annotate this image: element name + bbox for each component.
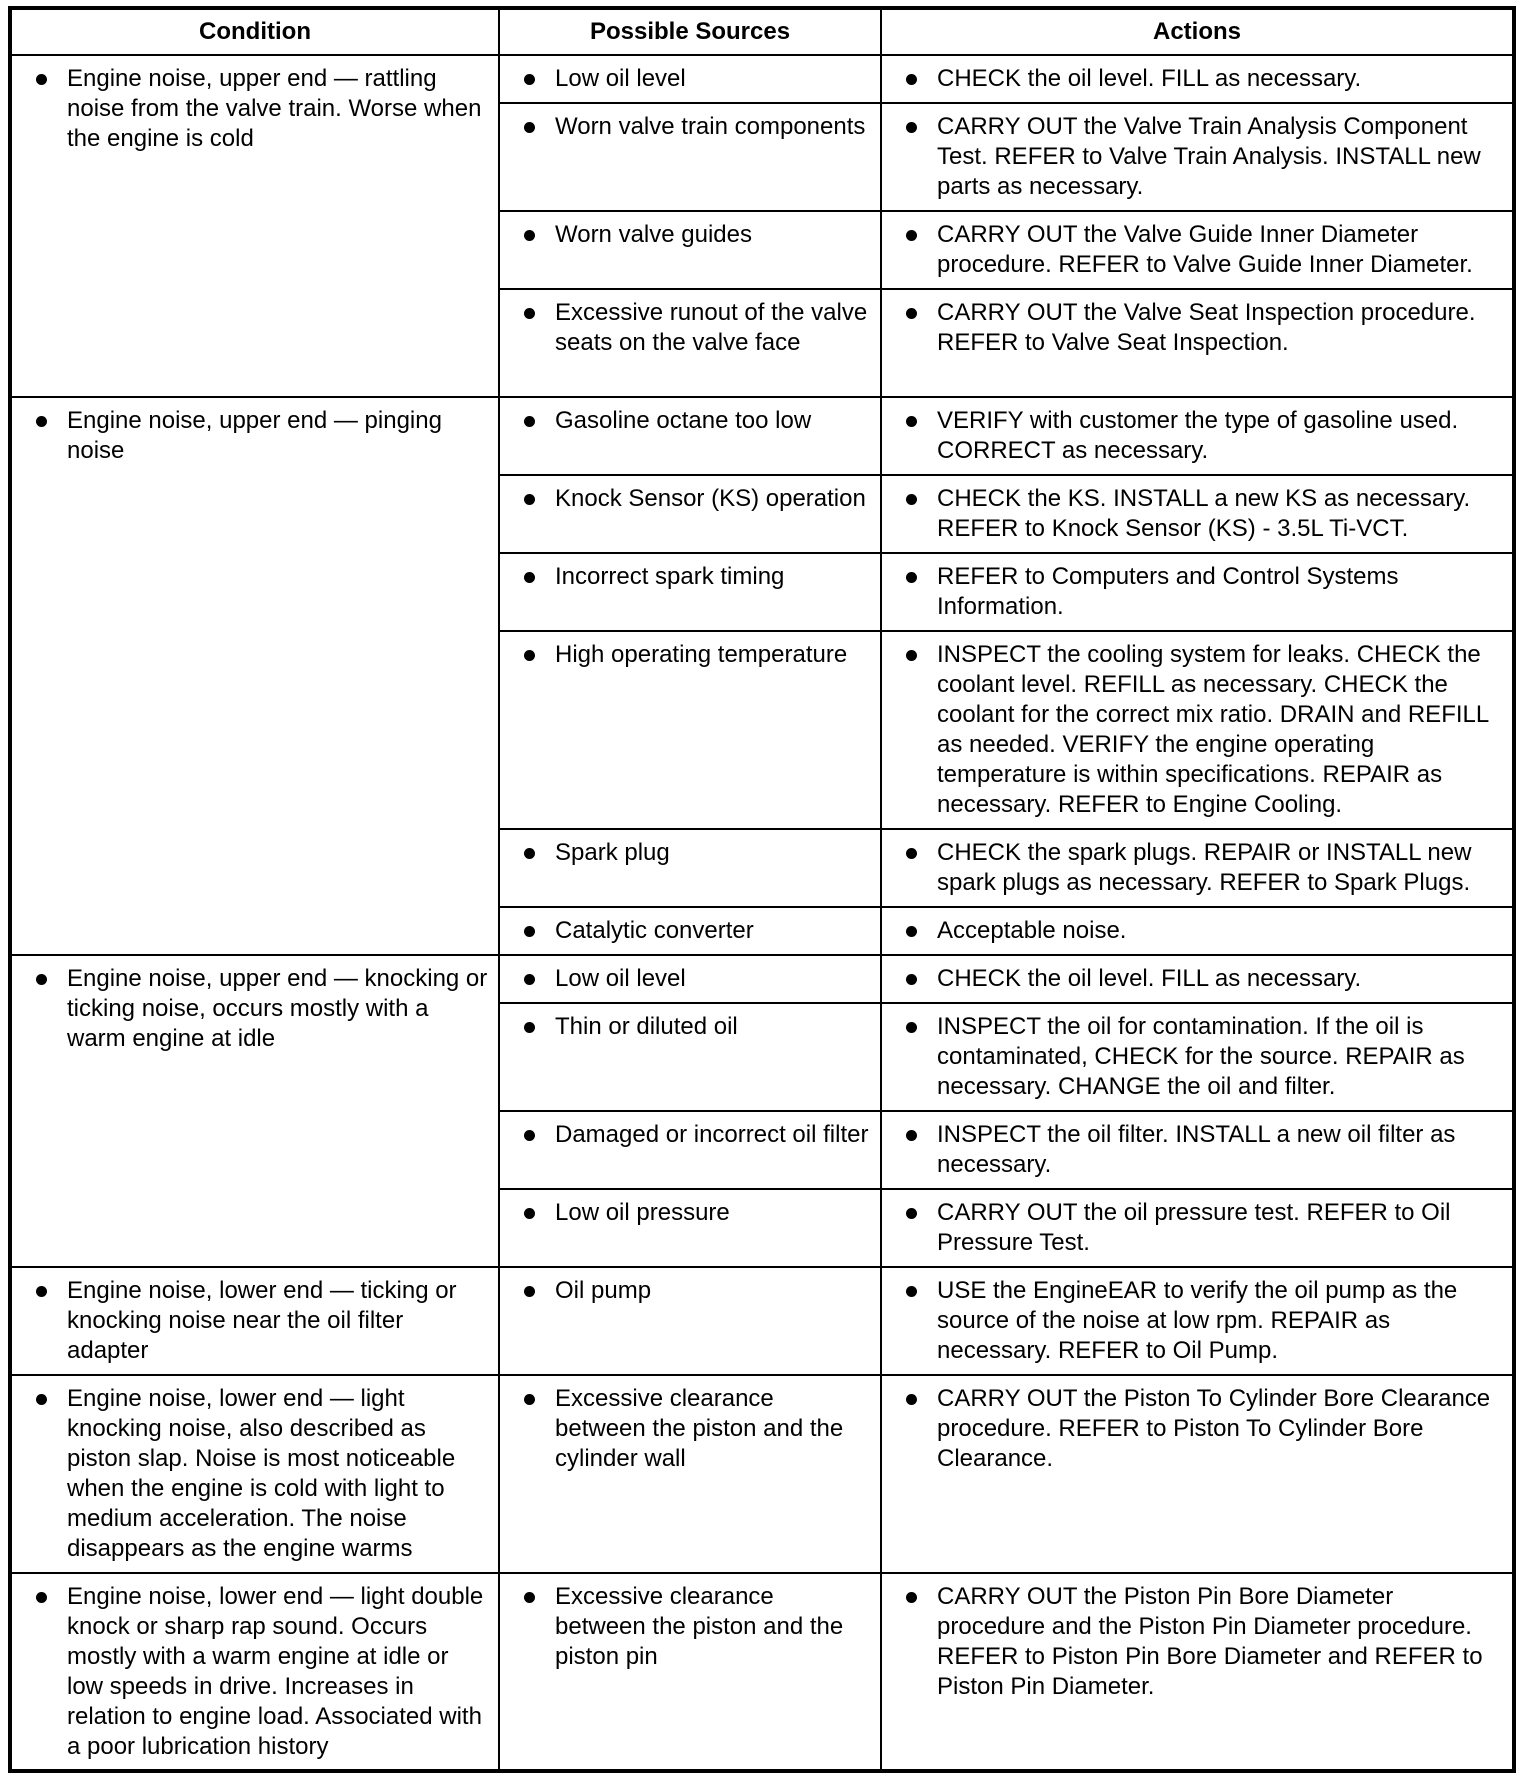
condition-text: Engine noise, upper end — knocking or ticking noise, occurs mostly with a warm engine at idle <box>67 965 488 1052</box>
action-text: CARRY OUT the Piston To Cylinder Bore Clearance procedure. REFER to Piston To Cylinder Bore Clearance. <box>937 1385 1491 1472</box>
bullet-icon <box>906 230 917 241</box>
source-text: Catalytic converter <box>555 917 754 944</box>
bullet-icon <box>524 1208 535 1219</box>
source-cell <box>499 553 881 631</box>
bullet-icon <box>524 974 535 985</box>
source-cell <box>499 103 881 211</box>
action-cell <box>881 1267 1514 1375</box>
bullet-icon <box>36 416 47 427</box>
source-cell <box>499 1111 881 1189</box>
condition-cell <box>10 55 499 397</box>
action-text: CARRY OUT the oil pressure test. REFER to Oil Pressure Test. <box>937 1199 1451 1256</box>
action-cell <box>881 103 1514 211</box>
source-text: Oil pump <box>555 1277 652 1304</box>
bullet-icon <box>524 416 535 427</box>
source-cell <box>499 631 881 829</box>
source-text: Thin or diluted oil <box>555 1013 738 1040</box>
action-cell <box>881 1003 1514 1111</box>
source-text: Excessive clearance between the piston and the piston pin <box>555 1583 844 1670</box>
bullet-icon <box>906 926 917 937</box>
source-text: Spark plug <box>555 839 670 866</box>
bullet-icon <box>524 122 535 133</box>
action-text: CHECK the oil level. FILL as necessary. <box>937 65 1362 92</box>
source-cell <box>499 1189 881 1267</box>
table-row <box>10 55 1514 103</box>
action-cell <box>881 1111 1514 1189</box>
action-text: INSPECT the oil for contamination. If the oil is contaminated, CHECK for the source. REPAIR as necessary. CHANGE the oil and filter. <box>937 1013 1465 1100</box>
bullet-icon <box>906 1130 917 1141</box>
source-cell <box>499 55 881 103</box>
header-row <box>10 8 1514 55</box>
action-cell <box>881 1189 1514 1267</box>
source-cell <box>499 1003 881 1111</box>
bullet-icon <box>524 1130 535 1141</box>
bullet-icon <box>36 74 47 85</box>
condition-text: Engine noise, upper end — pinging noise <box>67 407 442 464</box>
source-text: Gasoline octane too low <box>555 407 812 434</box>
condition-cell <box>10 1267 499 1375</box>
action-text: CARRY OUT the Valve Train Analysis Component Test. REFER to Valve Train Analysis. INSTALL new parts as necessary. <box>937 113 1481 200</box>
bullet-icon <box>906 1286 917 1297</box>
action-cell <box>881 475 1514 553</box>
action-text: INSPECT the oil filter. INSTALL a new oil filter as necessary. <box>937 1121 1456 1178</box>
action-text: REFER to Computers and Control Systems Information. <box>937 563 1399 620</box>
source-text: Low oil level <box>555 65 686 92</box>
action-text: INSPECT the cooling system for leaks. CHECK the coolant level. REFILL as necessary. CHECK the coolant for the correct mix ratio. DRAIN and REFILL as needed. VERIFY the engine operating temperature is within specifications. REPAIR as necessary. REFER to Engine Cooling. <box>937 641 1489 818</box>
bullet-icon <box>906 74 917 85</box>
source-text: Worn valve train components <box>555 113 866 140</box>
bullet-icon <box>906 1592 917 1603</box>
action-cell <box>881 397 1514 475</box>
bullet-icon <box>524 494 535 505</box>
page <box>8 6 1512 1770</box>
header-possible-sources: Possible Sources <box>499 8 881 55</box>
condition-cell <box>10 397 499 955</box>
bullet-icon <box>906 1394 917 1405</box>
source-text: Worn valve guides <box>555 221 752 248</box>
bullet-icon <box>524 74 535 85</box>
source-cell <box>499 1267 881 1375</box>
source-text: Low oil pressure <box>555 1199 730 1226</box>
action-text: VERIFY with customer the type of gasoline used. CORRECT as necessary. <box>937 407 1459 464</box>
action-text: CHECK the oil level. FILL as necessary. <box>937 965 1362 992</box>
bullet-icon <box>906 572 917 583</box>
source-cell <box>499 1573 881 1771</box>
action-cell <box>881 955 1514 1003</box>
bullet-icon <box>906 974 917 985</box>
diagnosis-table <box>8 6 1516 1773</box>
action-cell <box>881 211 1514 289</box>
condition-text: Engine noise, upper end — rattling noise from the valve train. Worse when the engine is cold <box>67 65 482 152</box>
action-text: CARRY OUT the Valve Guide Inner Diameter procedure. REFER to Valve Guide Inner Diameter. <box>937 221 1473 278</box>
bullet-icon <box>906 650 917 661</box>
bullet-icon <box>36 1592 47 1603</box>
bullet-icon <box>906 308 917 319</box>
bullet-icon <box>906 1022 917 1033</box>
source-cell <box>499 1375 881 1573</box>
source-text: Low oil level <box>555 965 686 992</box>
action-cell <box>881 631 1514 829</box>
bullet-icon <box>524 650 535 661</box>
bullet-icon <box>524 308 535 319</box>
condition-text: Engine noise, lower end — light knocking noise, also described as piston slap. Noise is most noticeable when the engine is cold with light to medium acceleration. The noise disappears as the engine warms <box>67 1385 456 1562</box>
bullet-icon <box>906 494 917 505</box>
bullet-icon <box>906 416 917 427</box>
action-cell <box>881 55 1514 103</box>
bullet-icon <box>524 230 535 241</box>
source-text: Excessive clearance between the piston and the cylinder wall <box>555 1385 844 1472</box>
bullet-icon <box>524 1394 535 1405</box>
condition-text: Engine noise, lower end — ticking or knocking noise near the oil filter adapter <box>67 1277 457 1364</box>
table-row <box>10 1267 1514 1375</box>
action-text: CHECK the spark plugs. REPAIR or INSTALL new spark plugs as necessary. REFER to Spark Plugs. <box>937 839 1472 896</box>
action-cell <box>881 829 1514 907</box>
source-cell <box>499 907 881 955</box>
source-cell <box>499 829 881 907</box>
bullet-icon <box>906 1208 917 1219</box>
condition-cell <box>10 1573 499 1771</box>
action-cell <box>881 289 1514 397</box>
table-row <box>10 955 1514 1003</box>
table-row <box>10 397 1514 475</box>
header-actions: Actions <box>881 8 1514 55</box>
bullet-icon <box>36 1394 47 1405</box>
action-cell <box>881 907 1514 955</box>
bullet-icon <box>906 122 917 133</box>
bullet-icon <box>36 1286 47 1297</box>
source-text: Knock Sensor (KS) operation <box>555 485 866 512</box>
source-text: Excessive runout of the valve seats on the valve face <box>555 299 868 356</box>
source-cell <box>499 289 881 397</box>
condition-cell <box>10 955 499 1267</box>
table-row <box>10 1375 1514 1573</box>
header-condition: Condition <box>10 8 499 55</box>
table-row <box>10 1573 1514 1771</box>
action-text: CARRY OUT the Piston Pin Bore Diameter procedure and the Piston Pin Diameter procedure. REFER to Piston Pin Bore Diameter and REFER to Piston Pin Diameter. <box>937 1583 1483 1700</box>
action-text: CARRY OUT the Valve Seat Inspection procedure. REFER to Valve Seat Inspection. <box>937 299 1476 356</box>
condition-cell <box>10 1375 499 1573</box>
source-cell <box>499 955 881 1003</box>
bullet-icon <box>36 974 47 985</box>
source-cell <box>499 397 881 475</box>
bullet-icon <box>524 926 535 937</box>
action-cell <box>881 1375 1514 1573</box>
bullet-icon <box>524 1286 535 1297</box>
source-cell <box>499 211 881 289</box>
condition-text: Engine noise, lower end — light double knock or sharp rap sound. Occurs mostly with a warm engine at idle or low speeds in drive. Increases in relation to engine load. Associated with a poor lubrication history <box>67 1583 484 1760</box>
bullet-icon <box>906 848 917 859</box>
source-cell <box>499 475 881 553</box>
source-text: High operating temperature <box>555 641 848 668</box>
source-text: Damaged or incorrect oil filter <box>555 1121 869 1148</box>
action-cell <box>881 1573 1514 1771</box>
bullet-icon <box>524 1022 535 1033</box>
action-text: USE the EngineEAR to verify the oil pump as the source of the noise at low rpm. REPAIR as necessary. REFER to Oil Pump. <box>937 1277 1458 1364</box>
action-cell <box>881 553 1514 631</box>
bullet-icon <box>524 1592 535 1603</box>
bullet-icon <box>524 848 535 859</box>
bullet-icon <box>524 572 535 583</box>
action-text: CHECK the KS. INSTALL a new KS as necessary. REFER to Knock Sensor (KS) - 3.5L Ti-VCT. <box>937 485 1471 542</box>
action-text: Acceptable noise. <box>937 917 1127 944</box>
source-text: Incorrect spark timing <box>555 563 785 590</box>
